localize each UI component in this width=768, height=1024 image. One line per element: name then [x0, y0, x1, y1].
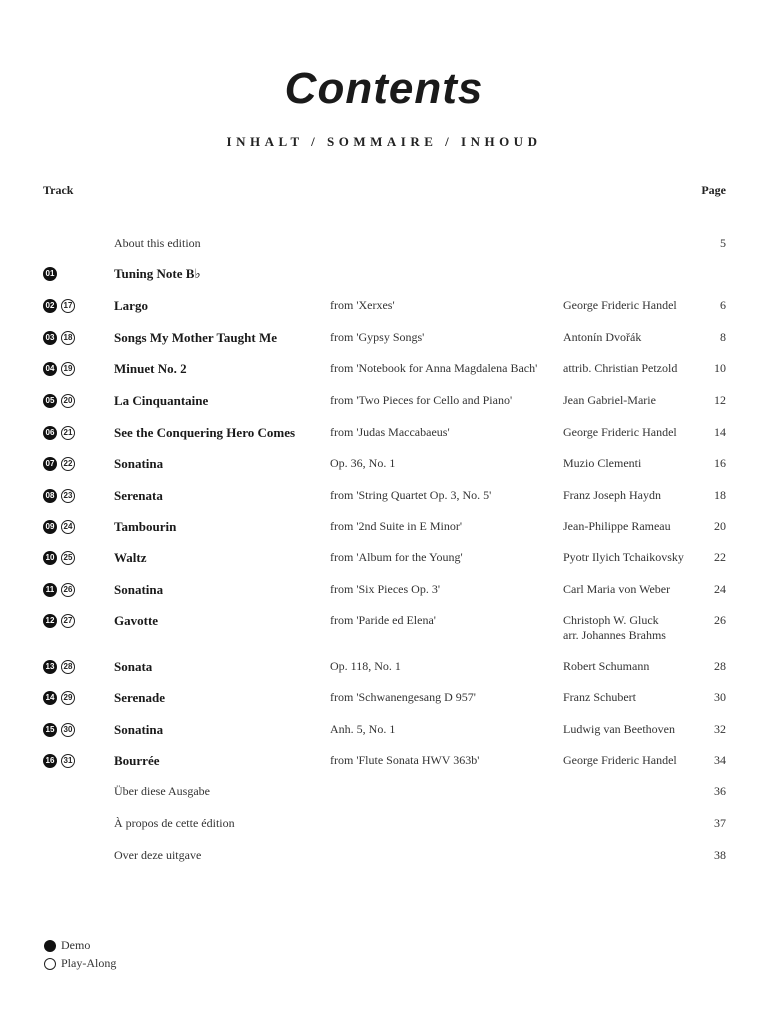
page-subtitle: INHALT / SOMMAIRE / INHOUD — [226, 134, 542, 149]
toc-row — [0, 393, 768, 413]
toc-row — [0, 582, 768, 602]
track-badges — [43, 426, 75, 440]
play-along-track-number-icon: 24 — [61, 520, 75, 534]
page-number: 36 — [714, 784, 726, 798]
piece-title: Songs My Mother Taught Me — [114, 330, 277, 345]
play-along-track-number-icon: 31 — [61, 754, 75, 768]
composer-line: George Frideric Handel — [563, 753, 677, 767]
legend-demo — [44, 938, 90, 953]
page-number: 22 — [714, 550, 726, 564]
piece-source: from 'String Quartet Op. 3, No. 5' — [330, 488, 492, 502]
track-badges — [43, 394, 75, 408]
demo-track-number-icon: 05 — [43, 394, 57, 408]
track-badges — [43, 362, 75, 376]
toc-row — [0, 266, 768, 286]
page-number: 30 — [714, 690, 726, 704]
page-number: 18 — [714, 488, 726, 502]
track-badges — [43, 691, 75, 705]
page-number: 8 — [720, 330, 726, 344]
page-number: 20 — [714, 519, 726, 533]
piece-title: Tambourin — [114, 519, 177, 534]
piece-source: from 'Notebook for Anna Magdalena Bach' — [330, 361, 538, 375]
play-along-track-number-icon: 19 — [61, 362, 75, 376]
demo-track-number-icon: 16 — [43, 754, 57, 768]
page-number: 34 — [714, 753, 726, 767]
page-number: 26 — [714, 613, 726, 627]
toc-row — [0, 361, 768, 381]
track-badges — [43, 299, 75, 313]
demo-track-number-icon: 04 — [43, 362, 57, 376]
play-along-track-number-icon: 18 — [61, 331, 75, 345]
demo-track-number-icon: 09 — [43, 520, 57, 534]
toc-row — [0, 519, 768, 539]
piece-source: from '2nd Suite in E Minor' — [330, 519, 462, 533]
composer-name — [563, 582, 670, 597]
composer-line: Franz Schubert — [563, 690, 636, 704]
arranger-line: arr. Johannes Brahms — [563, 628, 666, 642]
composer-name — [563, 456, 641, 471]
toc-row — [0, 690, 768, 710]
demo-track-number-icon: 12 — [43, 614, 57, 628]
composer-name — [563, 393, 656, 408]
track-badges — [43, 660, 75, 674]
track-badges — [43, 457, 75, 471]
legend-play-along-label: Play-Along — [61, 956, 117, 970]
demo-track-number-icon: 07 — [43, 457, 57, 471]
composer-line: Carl Maria von Weber — [563, 582, 671, 596]
toc-row — [0, 330, 768, 350]
demo-track-number-icon: 15 — [43, 723, 57, 737]
piece-title: Über diese Ausgabe — [114, 784, 210, 798]
piece-title: About this edition — [114, 236, 201, 250]
toc-row — [0, 722, 768, 742]
piece-title: Gavotte — [114, 613, 159, 628]
composer-line: George Frideric Handel — [563, 298, 677, 312]
play-along-track-number-icon: 17 — [61, 299, 75, 313]
piece-title: À propos de cette édition — [114, 816, 235, 830]
page-number: 37 — [714, 816, 726, 830]
composer-line: Christoph W. Gluck — [563, 613, 659, 627]
demo-filled-circle-icon — [44, 940, 56, 952]
piece-source: from 'Album for the Young' — [330, 550, 463, 564]
play-along-track-number-icon: 20 — [61, 394, 75, 408]
piece-title: Serenade — [114, 690, 166, 705]
piece-title: Sonata — [114, 659, 153, 674]
composer-name — [563, 361, 677, 376]
play-along-track-number-icon: 26 — [61, 583, 75, 597]
page-number: 16 — [714, 456, 726, 470]
composer-line: Jean-Philippe Rameau — [563, 519, 671, 533]
page-column-header: Page — [701, 183, 726, 197]
track-badges — [43, 754, 75, 768]
composer-name — [563, 330, 641, 345]
page-number: 12 — [714, 393, 726, 407]
piece-title: Sonatina — [114, 722, 164, 737]
toc-row — [0, 784, 768, 804]
demo-track-number-icon: 13 — [43, 660, 57, 674]
composer-name — [563, 298, 677, 313]
play-along-track-number-icon: 21 — [61, 426, 75, 440]
toc-row — [0, 236, 768, 256]
page-number: 32 — [714, 722, 726, 736]
demo-track-number-icon: 08 — [43, 489, 57, 503]
toc-row — [0, 425, 768, 445]
toc-row — [0, 659, 768, 679]
composer-name — [563, 613, 666, 643]
track-badges — [43, 551, 75, 565]
play-along-track-number-icon: 22 — [61, 457, 75, 471]
piece-source: from 'Schwanengesang D 957' — [330, 690, 476, 704]
demo-track-number-icon: 10 — [43, 551, 57, 565]
page-number: 6 — [720, 298, 726, 312]
page-number: 10 — [714, 361, 726, 375]
piece-title: Tuning Note B♭ — [114, 266, 201, 281]
piece-title: Over deze uitgave — [114, 848, 202, 862]
track-badges — [43, 614, 75, 628]
page-number: 5 — [720, 236, 726, 250]
toc-row — [0, 753, 768, 773]
toc-row — [0, 298, 768, 318]
piece-source: from 'Two Pieces for Cello and Piano' — [330, 393, 513, 407]
piece-title: Sonatina — [114, 456, 164, 471]
demo-track-number-icon: 11 — [43, 583, 57, 597]
composer-line: Jean Gabriel-Marie — [563, 393, 656, 407]
piece-source: from 'Judas Maccabaeus' — [330, 425, 450, 439]
legend-play-along — [44, 956, 116, 971]
composer-line: Franz Joseph Haydn — [563, 488, 661, 502]
composer-line: Muzio Clementi — [563, 456, 642, 470]
toc-row — [0, 816, 768, 836]
demo-track-number-icon: 01 — [43, 267, 57, 281]
composer-line: Pyotr Ilyich Tchaikovsky — [563, 550, 684, 564]
toc-row — [0, 488, 768, 508]
piece-title: La Cinquantaine — [114, 393, 209, 408]
composer-name — [563, 659, 649, 674]
piece-source: Op. 36, No. 1 — [330, 456, 396, 470]
track-badges — [43, 267, 57, 281]
composer-name — [563, 690, 636, 705]
piece-source: from 'Paride ed Elena' — [330, 613, 436, 627]
piece-title: Largo — [114, 298, 148, 313]
piece-source: from 'Gypsy Songs' — [330, 330, 425, 344]
demo-track-number-icon: 06 — [43, 426, 57, 440]
composer-name — [563, 488, 661, 503]
play-along-track-number-icon: 23 — [61, 489, 75, 503]
piece-source: from 'Six Pieces Op. 3' — [330, 582, 440, 596]
page-title: Contents — [284, 64, 484, 113]
toc-row — [0, 848, 768, 868]
toc-row — [0, 456, 768, 476]
play-along-track-number-icon: 27 — [61, 614, 75, 628]
piece-title: Waltz — [114, 550, 147, 565]
track-badges — [43, 723, 75, 737]
page-number: 14 — [714, 425, 726, 439]
track-column-header: Track — [43, 183, 74, 197]
composer-line: Antonín Dvořák — [563, 330, 642, 344]
toc-row — [0, 613, 768, 642]
play-along-open-circle-icon — [44, 958, 56, 970]
piece-source: from 'Xerxes' — [330, 298, 395, 312]
piece-title: Sonatina — [114, 582, 164, 597]
toc-row — [0, 550, 768, 570]
track-badges — [43, 583, 75, 597]
page-number: 24 — [714, 582, 726, 596]
composer-line: attrib. Christian Petzold — [563, 361, 678, 375]
page-number: 38 — [714, 848, 726, 862]
play-along-track-number-icon: 30 — [61, 723, 75, 737]
composer-line: Robert Schumann — [563, 659, 650, 673]
page-number: 28 — [714, 659, 726, 673]
legend-demo-label: Demo — [61, 938, 91, 952]
demo-track-number-icon: 03 — [43, 331, 57, 345]
composer-name — [563, 550, 684, 565]
composer-name — [563, 425, 677, 440]
piece-title: Minuet No. 2 — [114, 361, 187, 376]
track-badges — [43, 489, 75, 503]
track-badges — [43, 331, 75, 345]
composer-name — [563, 753, 677, 768]
play-along-track-number-icon: 28 — [61, 660, 75, 674]
play-along-track-number-icon: 25 — [61, 551, 75, 565]
demo-track-number-icon: 14 — [43, 691, 57, 705]
piece-title: See the Conquering Hero Comes — [114, 425, 296, 440]
composer-line: George Frideric Handel — [563, 425, 677, 439]
piece-source: from 'Flute Sonata HWV 363b' — [330, 753, 480, 767]
composer-line: Ludwig van Beethoven — [563, 722, 675, 736]
play-along-track-number-icon: 29 — [61, 691, 75, 705]
composer-name — [563, 519, 671, 534]
piece-title: Serenata — [114, 488, 163, 503]
piece-source: Op. 118, No. 1 — [330, 659, 401, 673]
piece-source: Anh. 5, No. 1 — [330, 722, 396, 736]
piece-title: Bourrée — [114, 753, 160, 768]
composer-name — [563, 722, 675, 737]
track-badges — [43, 520, 75, 534]
demo-track-number-icon: 02 — [43, 299, 57, 313]
